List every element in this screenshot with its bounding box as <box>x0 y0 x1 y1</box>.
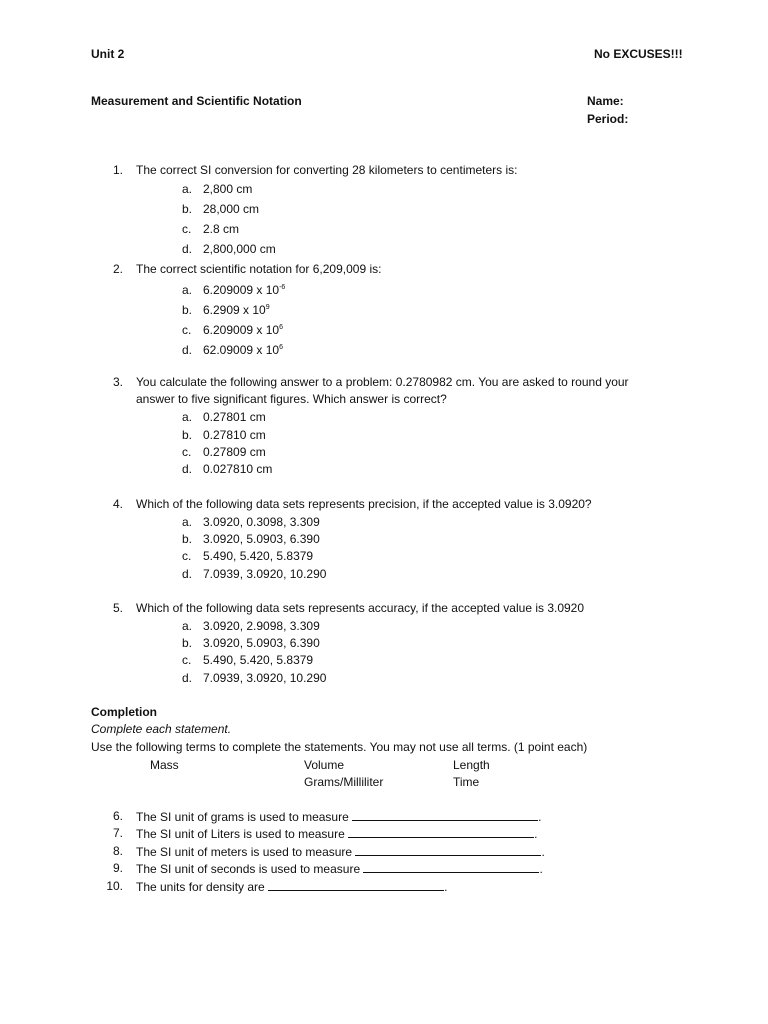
option-text[interactable]: 3.0920, 2.9098, 3.309 <box>203 619 320 633</box>
option-letter: c. <box>182 222 192 236</box>
option-exponent: 9 <box>265 304 270 311</box>
option-letter: a. <box>182 410 193 424</box>
option-letter: a. <box>182 515 193 529</box>
question-text-continued: answer to five significant figures. Which answer is correct? <box>136 392 447 406</box>
option-value: 6.2909 x 10 <box>203 303 266 317</box>
option-text[interactable]: 2,800 cm <box>203 182 253 196</box>
option-value: 6.209009 x 10 <box>203 323 280 337</box>
option-letter: b. <box>182 303 193 317</box>
question-text: The correct SI conversion for converting 28 kilometers to centimeters is: <box>136 163 518 177</box>
answer-blank[interactable] <box>268 879 444 891</box>
question-text: Which of the following data sets represents accuracy, if the accepted value is 3.0920 <box>136 601 585 615</box>
statement <box>136 826 537 841</box>
option-letter: c. <box>182 653 192 667</box>
statement-end: . <box>534 827 538 841</box>
question-number: 5. <box>112 601 123 615</box>
question-number: 2. <box>112 262 123 276</box>
term: Mass <box>150 758 179 772</box>
statement <box>136 809 541 824</box>
question-number: 3. <box>112 375 123 389</box>
statement-number: 8. <box>112 844 123 858</box>
option-letter: c. <box>182 549 192 563</box>
statement-end: . <box>539 862 543 876</box>
option-text[interactable]: 5.490, 5.420, 5.8379 <box>203 653 314 667</box>
statement-text: The SI unit of Liters is used to measure <box>136 827 349 841</box>
statement <box>136 861 543 876</box>
option-text[interactable]: 0.27810 cm <box>203 428 266 442</box>
statement-number: 6. <box>112 809 123 823</box>
option-text[interactable]: 28,000 cm <box>203 202 260 216</box>
option-exponent: 6 <box>279 324 283 331</box>
statement-number: 9. <box>112 861 123 875</box>
option-letter: c. <box>182 445 192 459</box>
answer-blank[interactable] <box>355 844 541 856</box>
section-heading: Completion <box>91 705 157 719</box>
option-text[interactable] <box>203 303 270 317</box>
option-text[interactable]: 3.0920, 5.0903, 6.390 <box>203 636 320 650</box>
option-text[interactable]: 7.0939, 3.0920, 10.290 <box>203 671 327 685</box>
statement-text: The units for density are <box>136 880 269 894</box>
option-letter: d. <box>182 343 193 357</box>
name-label: Name: <box>587 94 624 108</box>
option-letter: a. <box>182 182 193 196</box>
option-letter: b. <box>182 532 193 546</box>
slogan: No EXCUSES!!! <box>594 47 683 61</box>
section-instruction: Complete each statement. <box>91 722 232 736</box>
statement-text: The SI unit of grams is used to measure <box>136 810 353 824</box>
statement-text: The SI unit of seconds is used to measure <box>136 862 364 876</box>
option-value: 6.209009 x 10 <box>203 283 280 297</box>
statement <box>136 844 545 859</box>
option-text[interactable]: 2,800,000 cm <box>203 242 276 256</box>
option-exponent: -6 <box>279 284 286 291</box>
option-letter: a. <box>182 619 193 633</box>
question-text: You calculate the following answer to a problem: 0.2780982 cm. You are asked to round your <box>136 375 629 389</box>
statement-end: . <box>444 880 448 894</box>
terms-intro: Use the following terms to complete the statements. You may not use all terms. (1 point each) <box>91 740 588 754</box>
statement-number: 10. <box>106 879 123 893</box>
option-text[interactable]: 0.027810 cm <box>203 462 273 476</box>
option-text[interactable]: 0.27809 cm <box>203 445 266 459</box>
option-letter: d. <box>182 242 193 256</box>
option-text[interactable]: 7.0939, 3.0920, 10.290 <box>203 567 327 581</box>
option-text[interactable] <box>203 343 283 357</box>
option-text[interactable] <box>203 323 283 337</box>
statement <box>136 879 447 894</box>
term: Volume <box>304 758 345 772</box>
period-label: Period: <box>587 112 629 126</box>
statement-text: The SI unit of meters is used to measure <box>136 845 356 859</box>
option-text[interactable]: 3.0920, 0.3098, 3.309 <box>203 515 320 529</box>
statement-end: . <box>541 845 545 859</box>
statement-end: . <box>538 810 542 824</box>
option-letter: b. <box>182 428 193 442</box>
option-text[interactable]: 5.490, 5.420, 5.8379 <box>203 549 314 563</box>
option-text[interactable]: 0.27801 cm <box>203 410 266 424</box>
option-text[interactable]: 2.8 cm <box>203 222 240 236</box>
term: Time <box>453 775 480 789</box>
option-letter: d. <box>182 462 193 476</box>
option-letter: b. <box>182 636 193 650</box>
option-value: 62.09009 x 10 <box>203 343 280 357</box>
statement-number: 7. <box>112 826 123 840</box>
option-text[interactable] <box>203 283 285 297</box>
question-number: 4. <box>112 497 123 511</box>
option-text[interactable]: 3.0920, 5.0903, 6.390 <box>203 532 320 546</box>
term: Length <box>453 758 490 772</box>
answer-blank[interactable] <box>363 861 539 873</box>
option-exponent: 6 <box>279 344 283 351</box>
answer-blank[interactable] <box>348 826 534 838</box>
unit-label: Unit 2 <box>91 47 125 61</box>
question-number: 1. <box>112 163 123 177</box>
answer-blank[interactable] <box>352 809 538 821</box>
option-letter: d. <box>182 567 193 581</box>
question-text: The correct scientific notation for 6,209,009 is: <box>136 262 382 276</box>
worksheet-title: Measurement and Scientific Notation <box>91 94 302 108</box>
term: Grams/Milliliter <box>304 775 384 789</box>
option-letter: d. <box>182 671 193 685</box>
question-text: Which of the following data sets represents precision, if the accepted value is 3.0920? <box>136 497 592 511</box>
option-letter: a. <box>182 283 193 297</box>
option-letter: c. <box>182 323 192 337</box>
option-letter: b. <box>182 202 193 216</box>
